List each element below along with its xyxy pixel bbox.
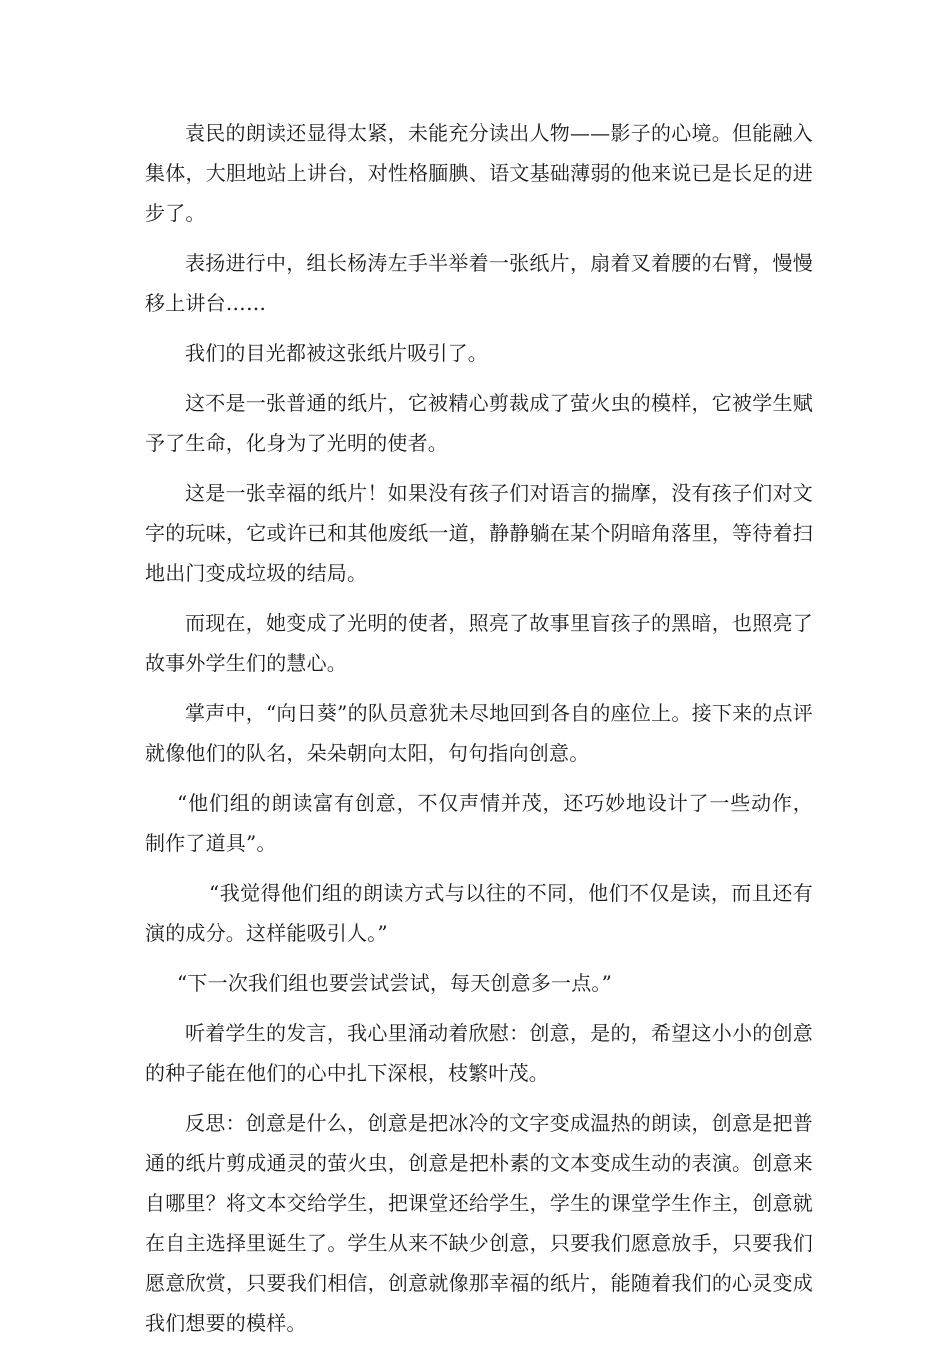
paragraph-1: 袁民的朗读还显得太紧，未能充分读出人物——影子的心境。但能融入集体，大胆地站上讲台，对性格腼腆、语文基础薄弱的他来说已是长足的进步了。 bbox=[145, 121, 813, 225]
reflection-paragraph: 反思：创意是什么，创意是把冰冷的文字变成温热的朗读，创意是把普通的纸片剪成通灵的萤火虫，创意是把朴素的文本变成生动的表演。创意来自哪里？将文本交给学生，把课堂还给学生，学生的课堂学生作主，创意就在自主选择里诞生了。学生从来不缺少创意，只要我们愿意放手，只要我们愿意欣赏，只要我们相信，创意就像那幸福的纸片，能随着我们的心灵变成我们想要的模样。 bbox=[145, 1111, 813, 1335]
quote-paragraph-3: “下一次我们组也要尝试尝试，每天创意多一点。” bbox=[177, 971, 613, 995]
paragraph-5: 这是一张幸福的纸片！如果没有孩子们对语言的揣摩，没有孩子们对文字的玩味，它或许已和其他废纸一道，静静躺在某个阴暗角落里，等待着扫地出门变成垃圾的结局。 bbox=[145, 481, 813, 585]
quote-paragraph-2: “我觉得他们组的朗读方式与以往的不同，他们不仅是读，而且还有演的成分。这样能吸引人。” bbox=[145, 881, 813, 945]
paragraph-7: 掌声中，“向日葵”的队员意犹未尽地回到各自的座位上。接下来的点评就像他们的队名，朵朵朝向太阳，句句指向创意。 bbox=[145, 701, 813, 765]
quote-paragraph-1: “他们组的朗读富有创意，不仅声情并茂，还巧妙地设计了一些动作，制作了道具”。 bbox=[145, 791, 813, 855]
paragraph-6: 而现在，她变成了光明的使者，照亮了故事里盲孩子的黑暗，也照亮了故事外学生们的慧心。 bbox=[145, 611, 813, 675]
paragraph-4: 这不是一张普通的纸片，它被精心剪裁成了萤火虫的模样，它被学生赋予了生命，化身为了光明的使者。 bbox=[145, 391, 813, 455]
document-body bbox=[145, 113, 813, 1353]
paragraph-8: 听着学生的发言，我心里涌动着欣慰：创意，是的，希望这小小的创意的种子能在他们的心中扎下深根，枝繁叶茂。 bbox=[145, 1021, 813, 1085]
paragraph-2: 表扬进行中，组长杨涛左手半举着一张纸片，扇着叉着腰的右臂，慢慢移上讲台…… bbox=[145, 251, 813, 315]
paragraph-3: 我们的目光都被这张纸片吸引了。 bbox=[185, 341, 488, 365]
